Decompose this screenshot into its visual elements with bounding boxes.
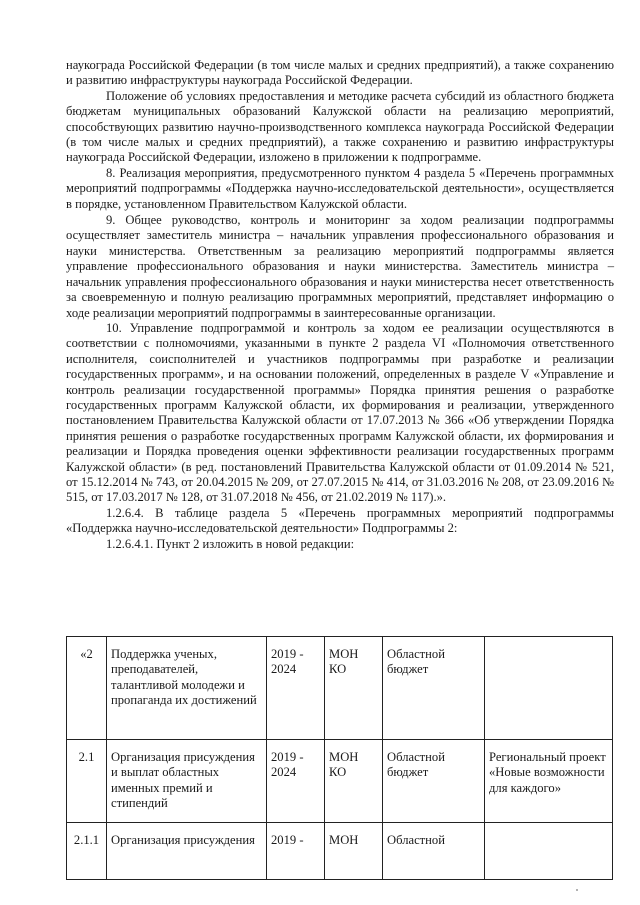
paragraph-10: 10. Управление подпрограммой и контроль за ходом ее реализации осуществляются в соответствии с полномочиями, указанными в пункте 2 раздела VI «Полномочия ответственного исполнителя, соисполнителей и участников подпрограммы при разработке и реализации государственных программ», и на основании положений, определенных в разделе V «Управление и контроль реализации государственной программы» Порядка принятия решения о разработке государственных программ Калужской области, их формирования и реализации, утвержденного постановлением Правительства Калужской области от 17.07.2013 № 366 «Об утверждении Порядка принятия решения о разработке государственных программ Калужской области, их формирования и реализации и Порядка проведения оценки эффективности реализации государственных программ Калужской области» (в ред. постановлений Правительства Калужской области от 01.09.2014 № 521, от 15.12.2014 № 743, от 20.04.2015 № 209, от 27.07.2015 № 414, от 31.03.2016 № 208, от 23.09.2016 № 515, от 17.03.2017 № 128, от 31.07.2018 № 456, от 21.02.2019 № 117).». [66,320,614,505]
period: 2019 - 2024 [267,637,325,740]
funding-source: Областной бюджет [383,740,485,823]
row-number: «2 [67,637,107,740]
measure-name: Организация присуждения [107,823,267,880]
measure-name: Поддержка ученых, преподавателей, талантливой молодежи и пропаганда их достижений [107,637,267,740]
funding-source: Областной [383,823,485,880]
scan-artifact [576,889,578,891]
executor: МОН [325,823,383,880]
paragraph-1-2-6-4: 1.2.6.4. В таблице раздела 5 «Перечень программных мероприятий подпрограммы «Поддержка научно-исследовательской деятельности» Подпрограммы 2: [66,505,614,536]
program-measures-table [66,636,613,880]
measure-name: Организация присуждения и выплат областных именных премий и стипендий [107,740,267,823]
period: 2019 - 2024 [267,740,325,823]
table-row [67,823,613,880]
paragraph-9: 9. Общее руководство, контроль и мониторинг за ходом реализации подпрограммы осуществляет заместитель министра – начальник управления профессионального образования и науки министерства. Ответственным за реализацию мероприятий подпрограммы является управление профессионального образования и науки министерства. Заместитель министра – начальник управления профессионального образования и науки министерства несет ответственность за своевременную и полную реализацию программных мероприятий, представляет информацию о ходе реализации мероприятий подпрограммы в заинтересованные организации. [66,213,614,320]
body-text [66,58,614,552]
funding-source: Областной бюджет [383,637,485,740]
table-row [67,637,613,740]
paragraph-subsidy-regulation: Положение об условиях предоставления и методике расчета субсидий из областного бюджета бюджетам муниципальных образований Калужской области на реализацию мероприятий, способствующих развитию научно-производственного комплекса наукограда Российской Федерации (в том числе малых и средних предприятий), а также сохранению и развитию инфраструктуры наукограда Российской Федерации, изложено в приложении к подпрограмме. [66,88,614,165]
table-row [67,740,613,823]
row-number: 2.1.1 [67,823,107,880]
regional-project: Региональный проект «Новые возможности для каждого» [485,740,613,823]
regional-project [485,823,613,880]
executor: МОН КО [325,740,383,823]
row-number: 2.1 [67,740,107,823]
paragraph-1-2-6-4-1: 1.2.6.4.1. Пункт 2 изложить в новой редакции: [106,536,355,551]
paragraph-1-continued: наукограда Российской Федерации (в том числе малых и средних предприятий), а также сохранению и развитию инфраструктуры наукограда Российской Федерации. [66,58,614,88]
regional-project [485,637,613,740]
executor: МОН КО [325,637,383,740]
paragraph-8: 8. Реализация мероприятия, предусмотренного пунктом 4 раздела 5 «Перечень программных мероприятий подпрограммы «Поддержка научно-исследовательской деятельности», осуществляется в порядке, установленном Правительством Калужской области. [66,165,614,211]
period: 2019 - [267,823,325,880]
